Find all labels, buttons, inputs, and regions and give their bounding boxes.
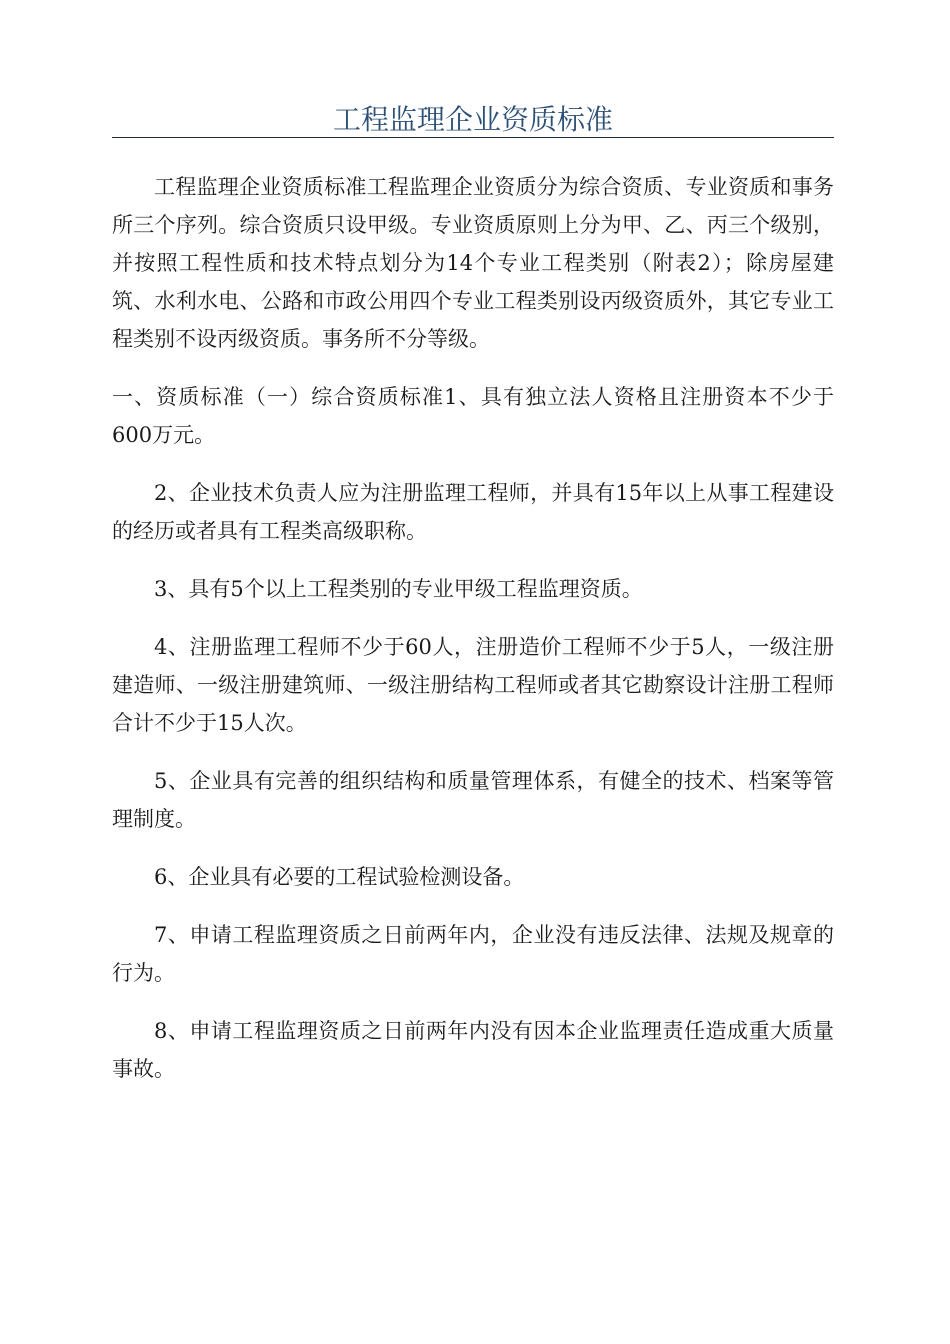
- paragraph-intro: 工程监理企业资质标准工程监理企业资质分为综合资质、专业资质和事务所三个序列。综合资质只设甲级。专业资质原则上分为甲、乙、丙三个级别，并按照工程性质和技术特点划分为14个专业工程类别（附表2）；除房屋建筑、水利水电、公路和市政公用四个专业工程类别设丙级资质外，其它专业工程类别不设丙级资质。事务所不分等级。: [112, 175, 834, 351]
- paragraph-standard-8: 8、申请工程监理资质之日前两年内没有因本企业监理责任造成重大质量事故。: [112, 1019, 834, 1081]
- paragraph-standard-6: 6、企业具有必要的工程试验检测设备。: [154, 865, 525, 889]
- paragraph-standard-7: 7、申请工程监理资质之日前两年内，企业没有违反法律、法规及规章的行为。: [112, 923, 834, 985]
- paragraph-standard-5: 5、企业具有完善的组织结构和质量管理体系，有健全的技术、档案等管理制度。: [112, 769, 834, 831]
- paragraph-standard-2: 2、企业技术负责人应为注册监理工程师，并具有15年以上从事工程建设的经历或者具有工程类高级职称。: [112, 481, 834, 543]
- paragraph-standard-4: 4、注册监理工程师不少于60人，注册造价工程师不少于5人，一级注册建造师、一级注册建筑师、一级注册结构工程师或者其它勘察设计注册工程师合计不少于15人次。: [112, 635, 834, 735]
- title-underline: [112, 137, 834, 138]
- document-body: [112, 168, 834, 1108]
- paragraph-standard-3: 3、具有5个以上工程类别的专业甲级工程监理资质。: [154, 577, 643, 601]
- document-title: 工程监理企业资质标准: [332, 103, 613, 136]
- paragraph-standard-1: 一、资质标准（一）综合资质标准1、具有独立法人资格且注册资本不少于600万元。: [112, 385, 834, 447]
